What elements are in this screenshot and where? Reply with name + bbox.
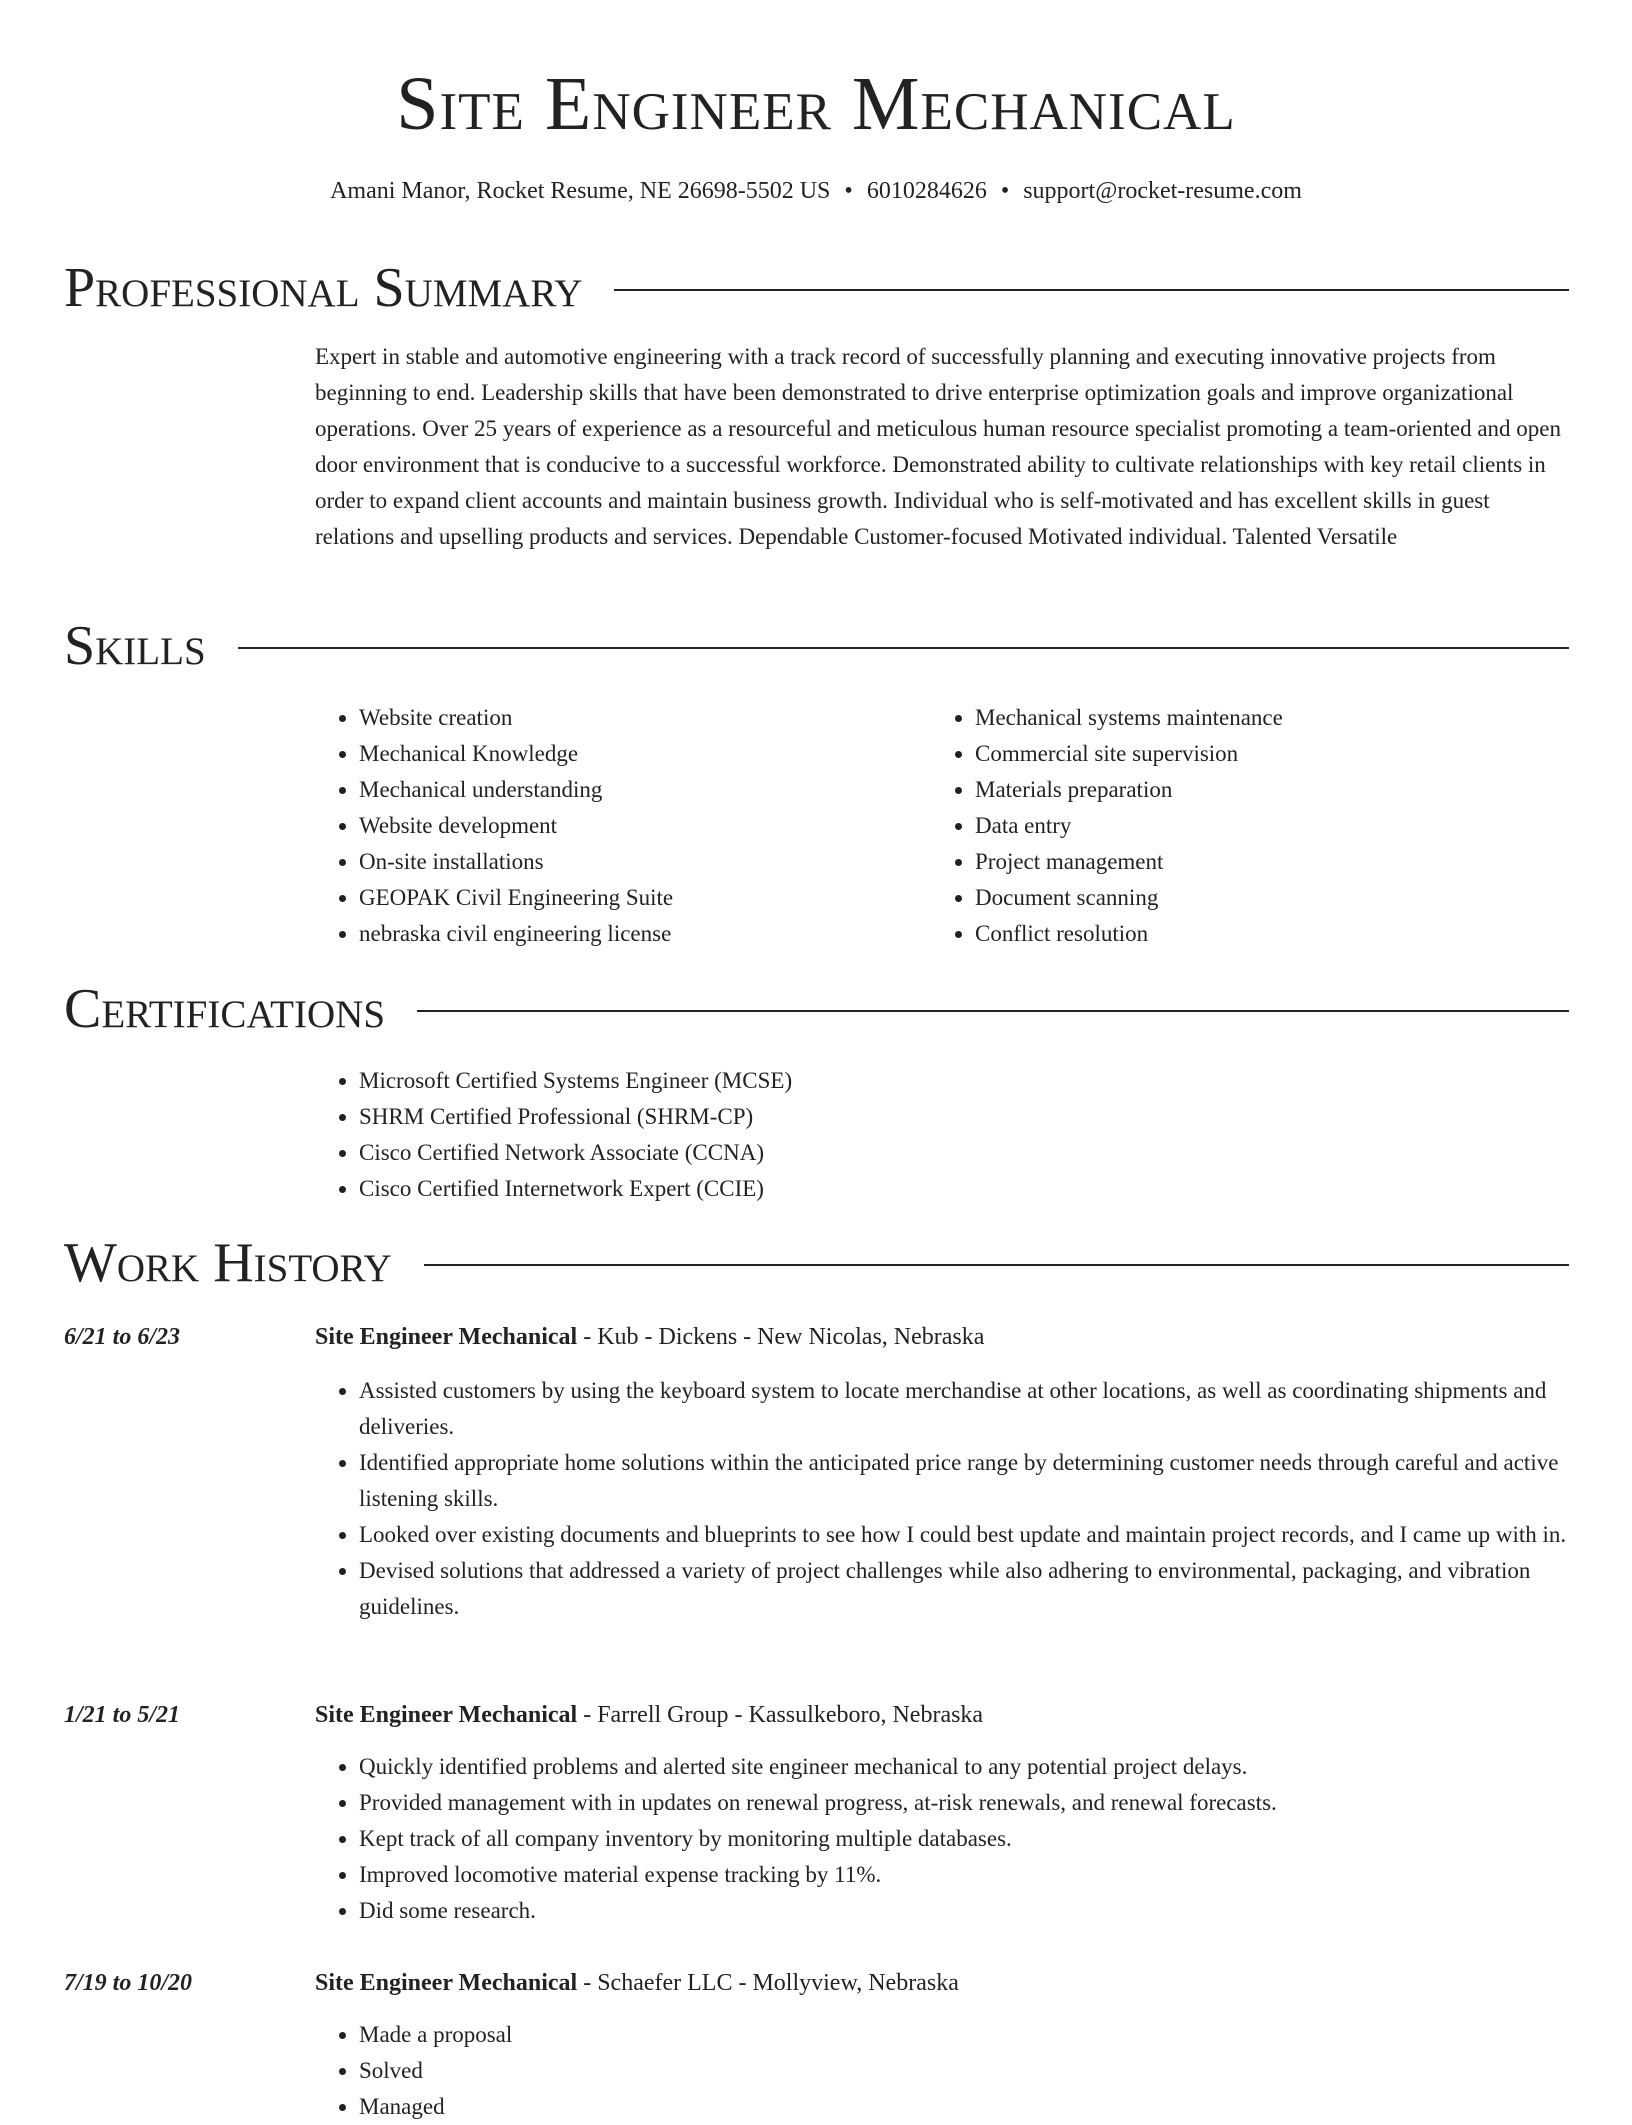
section-divider [238, 647, 1569, 649]
resume-name: Site Engineer Mechanical [396, 62, 1236, 146]
skill-item: • Document scanning [975, 880, 1551, 916]
job-heading [315, 1697, 1569, 1733]
certifications-section-header [64, 974, 1569, 1044]
skill-item: • Mechanical understanding [359, 772, 915, 808]
skills-column-right [931, 700, 1551, 952]
job-title: Site Engineer Mechanical [315, 1324, 578, 1350]
job-title: Site Engineer Mechanical [315, 1970, 578, 1996]
skill-item: • GEOPAK Civil Engineering Suite [359, 880, 915, 916]
section-title-certifications: Certifications [64, 978, 386, 1040]
section-title-summary: Professional Summary [64, 257, 583, 319]
summary-section-header [64, 253, 1569, 323]
job-bullet: • Quickly identified problems and alerted site engineer mechanical to any potential project delays. [359, 1749, 1569, 1785]
skill-item: • Data entry [975, 808, 1551, 844]
certification-item: • Cisco Certified Internetwork Expert (CCIE) [359, 1171, 1215, 1207]
job-dates: 1/21 to 5/21 [64, 1702, 181, 1728]
job-bullet: • Assisted customers by using the keyboard system to locate merchandise at other locations, as well as coordinating shipments and deliveries. [359, 1373, 1569, 1445]
job-bullet: • Devised solutions that addressed a variety of project challenges while also adhering to environmental, packaging, and vibration guidelines. [359, 1553, 1569, 1625]
job-heading [315, 1319, 1569, 1355]
work-history-section-header [64, 1228, 1569, 1298]
skills-column-left [315, 700, 915, 952]
job-bullet: • Managed [359, 2089, 1569, 2125]
certifications-list [315, 1063, 1215, 1207]
certification-item: • SHRM Certified Professional (SHRM-CP) [359, 1099, 1215, 1135]
skill-item: • Website development [359, 808, 915, 844]
job-bullet: • Improved locomotive material expense tracking by 11%. [359, 1857, 1569, 1893]
skill-item: • Website creation [359, 700, 915, 736]
section-divider [417, 1010, 1569, 1012]
job-bullet: • Looked over existing documents and blueprints to see how I could best update and maintain project records, and I came up with in. [359, 1517, 1569, 1553]
skill-item: • Commercial site supervision [975, 736, 1551, 772]
job-details: - Farrell Group - Kassulkeboro, Nebraska [577, 1702, 984, 1728]
section-title-skills: Skills [64, 615, 206, 677]
job-bullet-list [315, 2017, 1569, 2125]
job-bullet: • Identified appropriate home solutions within the anticipated price range by determining customer needs through careful and active listening skills. [359, 1445, 1569, 1517]
job-dates: 6/21 to 6/23 [64, 1324, 181, 1350]
job-bullet: • Provided management with in updates on renewal progress, at-risk renewals, and renewal forecasts. [359, 1785, 1569, 1821]
certification-item: • Microsoft Certified Systems Engineer (MCSE) [359, 1063, 1215, 1099]
section-divider [614, 289, 1569, 291]
section-divider [424, 1264, 1569, 1266]
contact-separator: • [1000, 178, 1010, 204]
skill-item: • nebraska civil engineering license [359, 916, 915, 952]
contact-separator: • [844, 178, 853, 204]
contact-line [0, 174, 1632, 208]
job-bullet-list [315, 1749, 1569, 1929]
contact-email[interactable]: support@rocket-resume.com [1023, 178, 1302, 204]
skill-item: • Mechanical Knowledge [359, 736, 915, 772]
skill-item: • Project management [975, 844, 1551, 880]
job-dates: 7/19 to 10/20 [64, 1970, 193, 1996]
skills-section-header [64, 611, 1569, 681]
skill-item: • Conflict resolution [975, 916, 1551, 952]
job-heading [315, 1965, 1569, 2001]
job-bullet: • Kept track of all company inventory by monitoring multiple databases. [359, 1821, 1569, 1857]
contact-phone: 6010284626 [866, 178, 987, 204]
contact-address: Amani Manor, Rocket Resume, NE 26698-5502 US [330, 178, 831, 204]
section-title-work-history: Work History [64, 1232, 392, 1294]
job-details: - Kub - Dickens - New Nicolas, Nebraska [577, 1324, 985, 1350]
summary-text: Expert in stable and automotive engineering with a track record of successfully planning and executing innovative projects from beginning to end. Leadership skills that have been demonstrated to drive enterprise optimization goals and improve organizational operations. Over 25 years of experience as a resourceful and meticulous human resource specialist promoting a team-oriented and open door environment that is conducive to a successful workforce. Demonstrated ability to cultivate relationships with key retail clients in order to expand client accounts and maintain business growth. Individual who is self-motivated and has excellent skills in guest relations and upselling products and services. Dependable Customer-focused Motivated individual. Talented Versatile [315, 344, 1562, 549]
job-bullet-list [315, 1373, 1569, 1625]
job-bullet: • Made a proposal [359, 2017, 1569, 2053]
skill-item: • Materials preparation [975, 772, 1551, 808]
job-title: Site Engineer Mechanical [315, 1702, 578, 1728]
skill-item: • On-site installations [359, 844, 915, 880]
certification-item: • Cisco Certified Network Associate (CCNA) [359, 1135, 1215, 1171]
job-bullet: • Did some research. [359, 1893, 1569, 1929]
skill-item: • Mechanical systems maintenance [975, 700, 1551, 736]
job-bullet: • Solved [359, 2053, 1569, 2089]
job-details: - Schaefer LLC - Mollyview, Nebraska [577, 1970, 959, 1996]
